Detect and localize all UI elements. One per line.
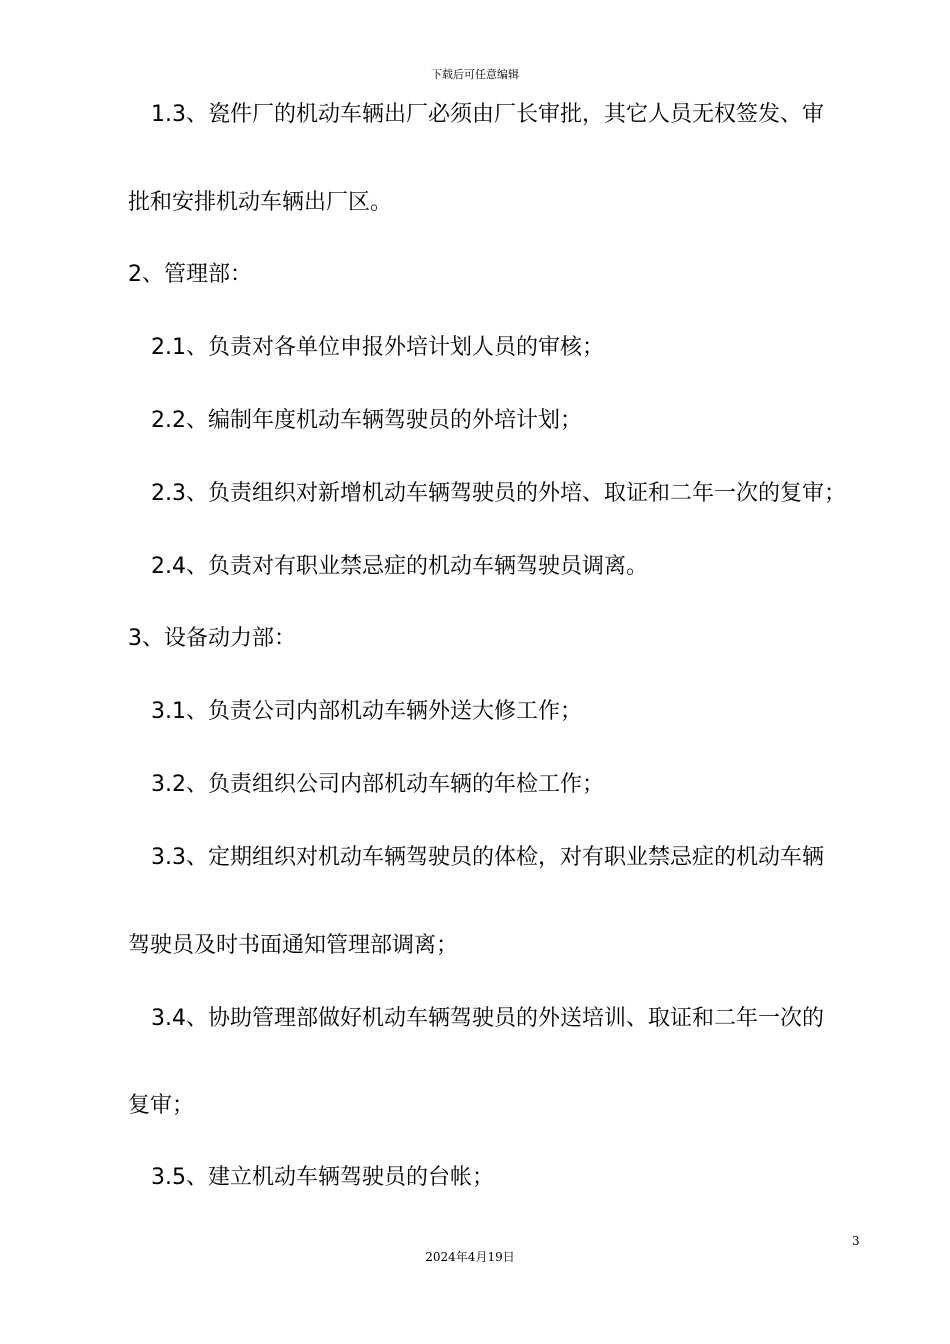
text-line-3-3: 3.3、定期组织对机动车辆驾驶员的体检，对有职业禁忌症的机动车辆 xyxy=(151,845,824,870)
page-number: 3 xyxy=(852,1234,860,1248)
footer-date: 2024年4月19日 xyxy=(425,1250,515,1264)
section-heading-equipment: 3、设备动力部： xyxy=(128,626,296,651)
text-line-2-3: 2.3、负责组织对新增机动车辆驾驶员的外培、取证和二年一次的复审； xyxy=(151,481,846,506)
text-line-1-3-cont: 批和安排机动车辆出厂区。 xyxy=(128,190,393,215)
text-line-2-2: 2.2、编制年度机动车辆驾驶员的外培计划； xyxy=(151,408,582,433)
section-heading-management: 2、管理部： xyxy=(128,262,252,287)
text-line-2-4: 2.4、负责对有职业禁忌症的机动车辆驾驶员调离。 xyxy=(151,554,648,579)
page-header-note: 下载后可任意编辑 xyxy=(431,68,519,81)
text-line-3-2: 3.2、负责组织公司内部机动车辆的年检工作； xyxy=(151,772,604,797)
text-line-3-3-cont: 驾驶员及时书面通知管理部调离； xyxy=(128,933,459,958)
text-line-3-1: 3.1、负责公司内部机动车辆外送大修工作； xyxy=(151,699,582,724)
text-line-3-4-cont: 复审； xyxy=(128,1093,195,1118)
text-line-3-5: 3.5、建立机动车辆驾驶员的台帐； xyxy=(151,1165,494,1190)
text-line-1-3: 1.3、瓷件厂的机动车辆出厂必须由厂长审批，其它人员无权签发、审 xyxy=(151,102,824,127)
text-line-3-4: 3.4、协助管理部做好机动车辆驾驶员的外送培训、取证和二年一次的 xyxy=(151,1006,824,1031)
text-line-2-1: 2.1、负责对各单位申报外培计划人员的审核； xyxy=(151,335,604,360)
